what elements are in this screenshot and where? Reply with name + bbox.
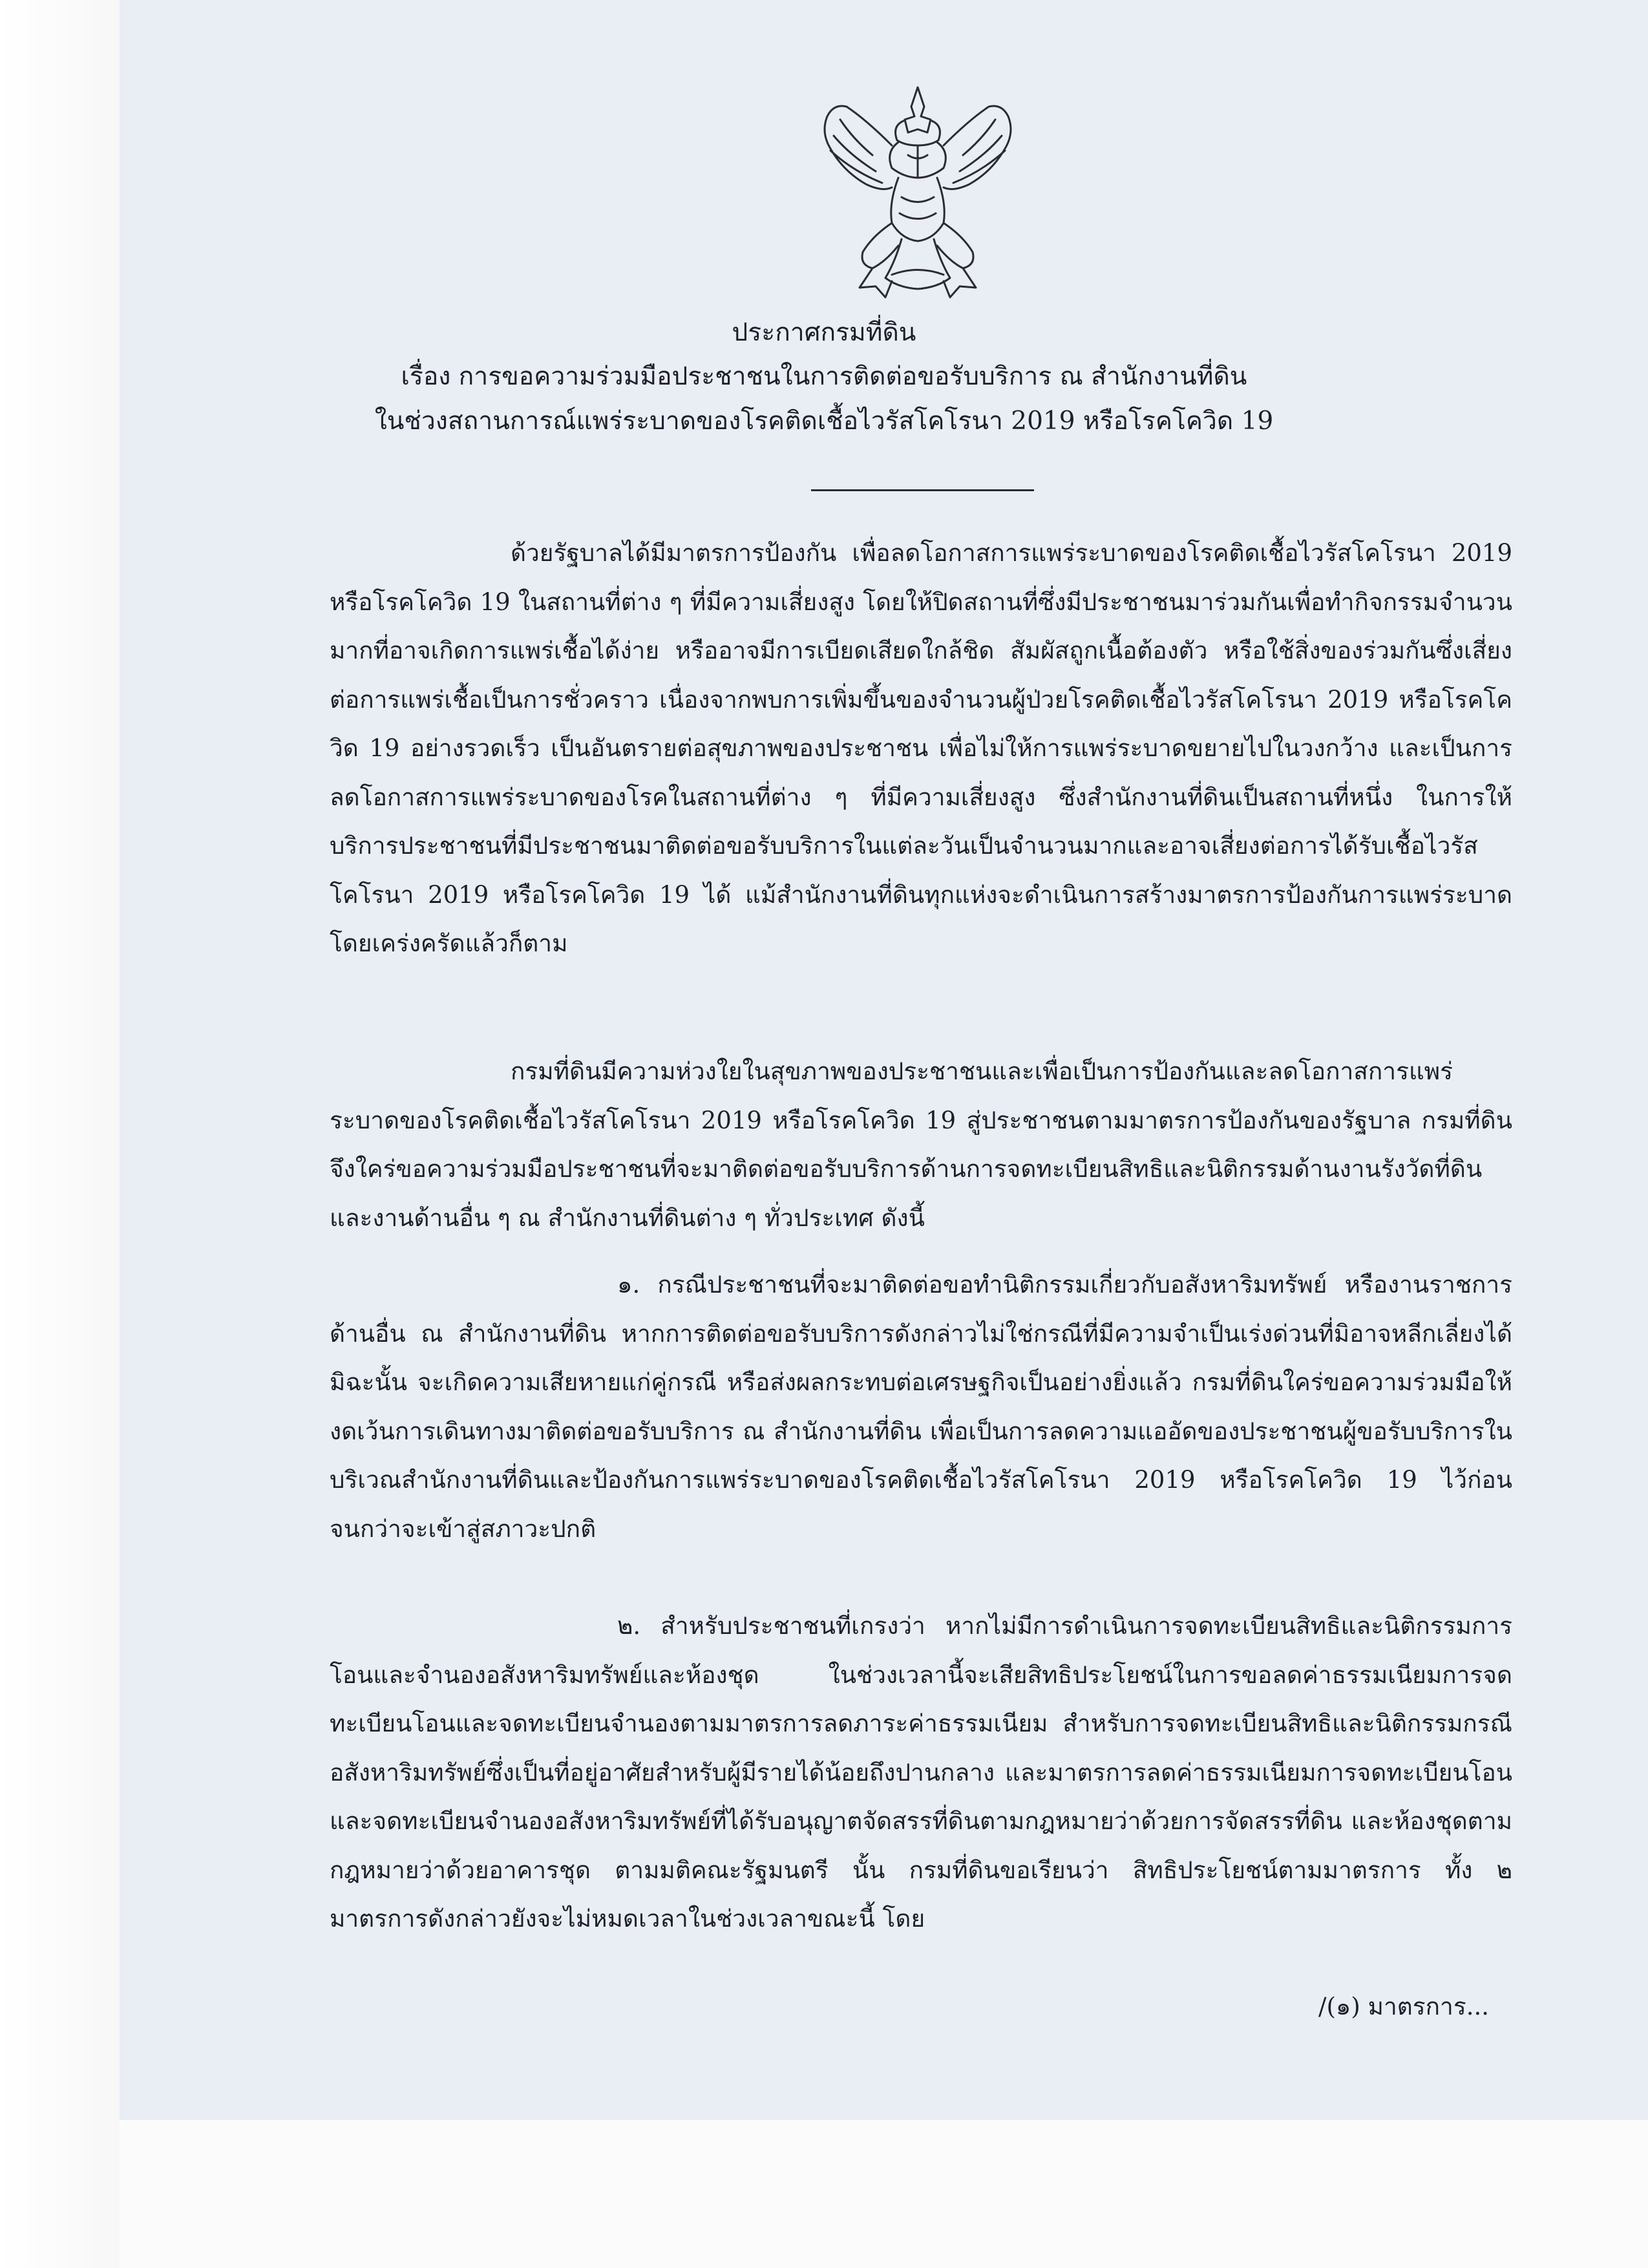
subject-line-1: เรื่อง การขอความร่วมมือประชาชนในการติดต่อขอรับบริการ ณ สำนักงานที่ดิน xyxy=(401,362,1247,391)
paragraph-2 xyxy=(330,1047,1512,1242)
paragraph-1 xyxy=(330,529,1512,968)
paragraph-2-text: กรมที่ดินมีความห่วงใยในสุขภาพของประชาชนและเพื่อเป็นการป้องกันและลดโอกาสการแพร่ระบาดของโรคติดเชื้อไวรัสโคโรนา 2019 หรือโรคโควิด 19 สู่ประชาชนตามมาตรการป้องกันของรัฐบาล กรมที่ดินจึงใคร่ขอความร่วมมือประชาชนที่จะมาติดต่อขอรับบริการด้านการจดทะเบียนสิทธิและนิติกรรมด้านงานรังวัดที่ดิน และงานด้านอื่น ๆ ณ สำนักงานที่ดินต่าง ๆ ทั่วประเทศ ดังนี้ xyxy=(330,1057,1512,1232)
item-2 xyxy=(330,1602,1512,1944)
item-2-text: ๒. สำหรับประชาชนที่เกรงว่า หากไม่มีการดำเนินการจดทะเบียนสิทธิและนิติกรรมการโอนและจำนองอสังหาริมทรัพย์และห้องชุด ในช่วงเวลานี้จะเสียสิทธิประโยชน์ในการขอลดค่าธรรมเนียมการจดทะเบียนโอนและจดทะเบียนจำนองตามมาตรการลดภาระค่าธรรมเนียม สำหรับการจดทะเบียนสิทธิและนิติกรรมกรณีอสังหาริมทรัพย์ซึ่งเป็นที่อยู่อาศัยสำหรับผู้มีรายได้น้อยถึงปานกลาง และมาตรการลดค่าธรรมเนียมการจดทะเบียนโอนและจดทะเบียนจำนองอสังหาริมทรัพย์ที่ได้รับอนุญาตจัดสรรที่ดินตามกฎหมายว่าด้วยการจัดสรรที่ดิน และห้องชุดตามกฎหมายว่าด้วยอาคารชุด ตามมติคณะรัฐมนตรี นั้น กรมที่ดินขอเรียนว่า สิทธิประโยชน์ตามมาตรการ ทั้ง ๒ มาตรการดังกล่าวยังจะไม่หมดเวลาในช่วงเวลาขณะนี้ โดย xyxy=(330,1612,1512,1933)
header-divider xyxy=(811,489,1034,491)
paragraph-1-text: ด้วยรัฐบาลได้มีมาตรการป้องกัน เพื่อลดโอกาสการแพร่ระบาดของโรคติดเชื้อไวรัสโคโรนา 2019 หรือโรคโควิด 19 ในสถานที่ต่าง ๆ ที่มีความเสี่ยงสูง โดยให้ปิดสถานที่ซึ่งมีประชาชนมาร่วมกันเพื่อทำกิจกรรมจำนวนมากที่อาจเกิดการแพร่เชื้อได้ง่าย หรืออาจมีการเบียดเสียดใกล้ชิด สัมผัสถูกเนื้อต้องตัว หรือใช้สิ่งของร่วมกันซึ่งเสี่ยงต่อการแพร่เชื้อเป็นการชั่วคราว เนื่องจากพบการเพิ่มขึ้นของจำนวนผู้ป่วยโรคติดเชื้อไวรัสโคโรนา 2019 หรือโรคโควิด 19 อย่างรวดเร็ว เป็นอันตรายต่อสุขภาพของประชาชน เพื่อไม่ให้การแพร่ระบาดขยายไปในวงกว้าง และเป็นการลดโอกาสการแพร่ระบาดของโรคในสถานที่ต่าง ๆ ที่มีความเสี่ยงสูง ซึ่งสำนักงานที่ดินเป็นสถานที่หนึ่ง ในการให้บริการประชาชนที่มีประชาชนมาติดต่อขอรับบริการในแต่ละวันเป็นจำนวนมากและอาจเสี่ยงต่อการได้รับเชื้อไวรัสโคโรนา 2019 หรือโรคโควิด 19 ได้ แม้สำนักงานที่ดินทุกแห่งจะดำเนินการสร้างมาตรการป้องกันการแพร่ระบาดโดยเคร่งครัดแล้วก็ตาม xyxy=(330,539,1512,957)
garuda-emblem-icon xyxy=(795,81,1041,307)
continuation-marker: /(๑) มาตรการ... xyxy=(1318,1993,1489,2020)
item-1-text: ๑. กรณีประชาชนที่จะมาติดต่อขอทำนิติกรรมเกี่ยวกับอสังหาริมทรัพย์ หรืองานราชการด้านอื่น ณ สำนักงานที่ดิน หากการติดต่อขอรับบริการดังกล่าวไม่ใช่กรณีที่มีความจำเป็นเร่งด่วนที่มิอาจหลีกเลี่ยงได้ มิฉะนั้น จะเกิดความเสียหายแก่คู่กรณี หรือส่งผลกระทบต่อเศรษฐกิจเป็นอย่างยิ่งแล้ว กรมที่ดินใคร่ขอความร่วมมือให้งดเว้นการเดินทางมาติดต่อขอรับบริการ ณ สำนักงานที่ดิน เพื่อเป็นการลดความแออัดของประชาชนผู้ขอรับบริการในบริเวณสำนักงานที่ดินและป้องกันการแพร่ระบาดของโรคติดเชื้อไวรัสโคโรนา 2019 หรือโรคโควิด 19 ไว้ก่อนจนกว่าจะเข้าสู่สภาวะปกติ xyxy=(330,1271,1512,1543)
announcement-title: ประกาศกรมที่ดิน xyxy=(732,318,916,347)
item-1 xyxy=(330,1260,1512,1553)
subject-line-2: ในช่วงสถานการณ์แพร่ระบาดของโรคติดเชื้อไวรัสโคโรนา 2019 หรือโรคโควิด 19 xyxy=(374,407,1274,436)
